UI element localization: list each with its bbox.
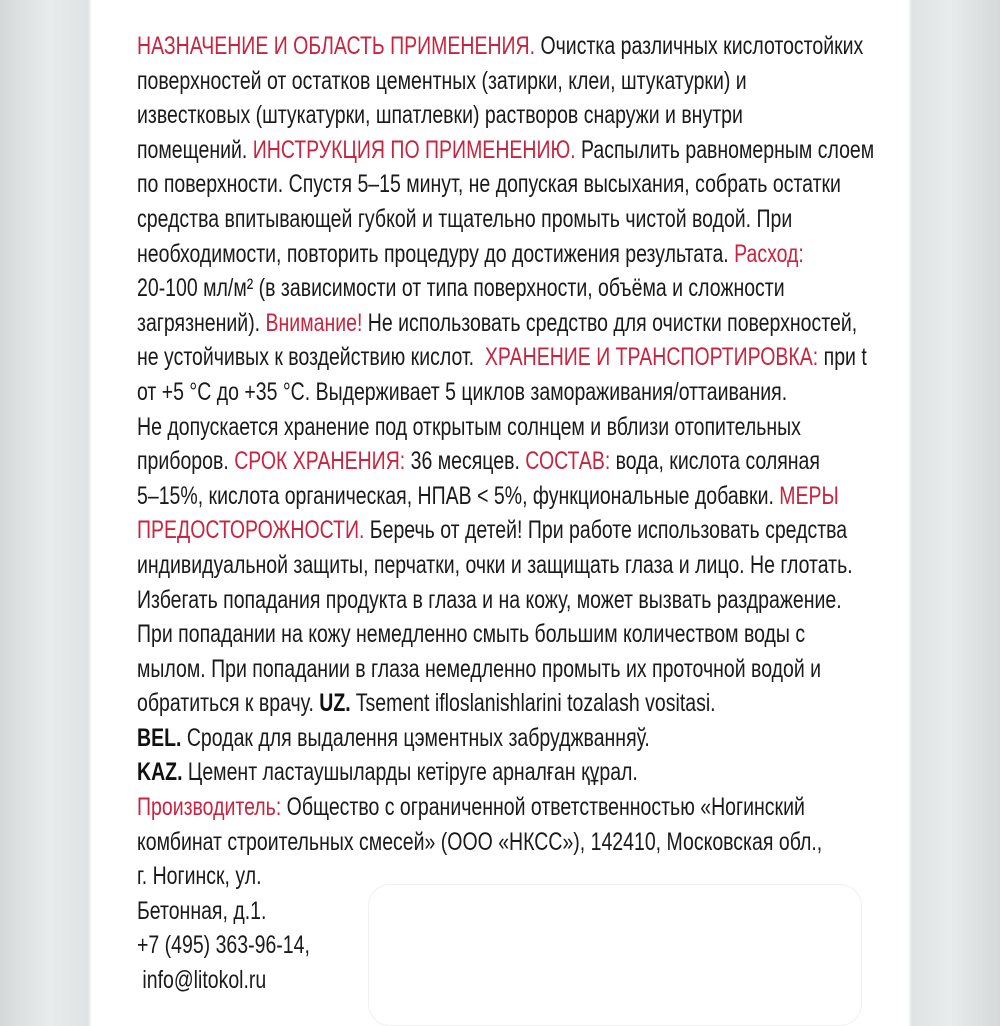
body-text: поверхностей от остатков цементных (затирки, клеи, штукатурки) и — [137, 66, 747, 95]
text-line — [137, 928, 874, 963]
body-text: индивидуальной защиты, перчатки, очки и защищать глаза и лицо. Не глотать. — [137, 550, 853, 579]
body-text: 5–15%, кислота органическая, НПАВ < 5%, функциональные добавки. — [137, 481, 780, 510]
text-line — [137, 721, 874, 756]
body-text: Не использовать средство для очистки поверхностей, — [362, 308, 858, 337]
text-line — [137, 237, 874, 272]
section-heading: НАЗНАЧЕНИЕ И ОБЛАСТЬ ПРИМЕНЕНИЯ. — [137, 32, 536, 60]
body-text: Не допускается хранение под открытым солнцем и вблизи отопительных — [137, 412, 801, 441]
language-code: UZ. — [319, 689, 351, 718]
body-text: Цемент ластаушыларды кетіруге арналған құрал. — [182, 758, 638, 787]
body-text: info@litokol.ru — [137, 966, 267, 995]
body-text: Общество с ограниченной ответственностью «Ногинский — [281, 793, 805, 822]
body-text: 20-100 мл/м² (в зависимости от типа поверхности, объёма и сложности — [137, 274, 785, 303]
text-line — [137, 548, 874, 583]
section-heading: Производитель: — [137, 793, 282, 822]
body-text: вода, кислота соляная — [610, 447, 820, 476]
body-text: обратиться к врачу. — [137, 689, 320, 718]
body-text: При попадании на кожу немедленно смыть большим количеством воды с — [137, 620, 806, 649]
body-text: 36 месяцев. — [405, 447, 526, 476]
section-heading: Внимание! — [265, 308, 363, 337]
text-line — [137, 894, 874, 929]
body-text: Избегать попадания продукта в глаза и на кожу, может вызвать раздражение. — [137, 585, 842, 614]
body-text: помещений. — [137, 135, 253, 164]
text-line — [137, 444, 874, 479]
text-line — [137, 98, 874, 133]
body-text: г. Ногинск, ул. — [137, 862, 262, 891]
text-line — [137, 375, 874, 410]
text-line — [137, 825, 874, 860]
language-code: KAZ. — [137, 758, 183, 787]
text-line — [137, 306, 874, 341]
body-text: известковых (штукатурки, шпатлевки) растворов снаружи и внутри — [137, 101, 743, 130]
body-text: +7 (495) 363-96-14, — [137, 931, 310, 960]
body-text: Очистка различных кислотостойких — [535, 32, 864, 60]
body-text: не устойчивых к воздействию кислот. — [137, 343, 485, 372]
language-code: BEL. — [137, 723, 182, 752]
body-text: комбинат строительных смесей» (ООО «НКСС»), 142410, Московская обл., — [137, 827, 823, 856]
section-heading: СРОК ХРАНЕНИЯ: — [234, 447, 406, 476]
text-line — [137, 513, 874, 548]
body-text: Беречь от детей! При работе использовать средства — [364, 516, 848, 545]
text-line — [137, 790, 874, 825]
body-text: приборов. — [137, 447, 235, 476]
text-line — [137, 410, 874, 445]
section-heading: ИНСТРУКЦИЯ ПО ПРИМЕНЕНИЮ. — [252, 135, 576, 164]
text-line — [137, 583, 874, 618]
text-line — [137, 64, 874, 99]
text-line — [137, 202, 874, 237]
body-text: по поверхности. Спустя 5–15 минут, не допуская высыхания, собрать остатки — [137, 170, 841, 199]
body-text: Бетонная, д.1. — [137, 896, 267, 925]
label-text — [137, 29, 1000, 998]
text-line — [137, 479, 874, 514]
text-line — [137, 340, 874, 375]
body-text: загрязнений). — [137, 308, 266, 337]
body-text: мылом. При попадании в глаза немедленно промыть их проточной водой и — [137, 654, 822, 683]
text-line — [137, 167, 874, 202]
body-text: при t — [818, 343, 867, 372]
body-text: Tsement ifloslanishlarini tozalash vositasi. — [350, 689, 716, 718]
text-line — [137, 859, 874, 894]
body-text: необходимости, повторить процедуру до достижения результата. — [137, 239, 735, 268]
body-text: Сродак для выдалення цэментных забруджванняў. — [181, 723, 650, 752]
text-line — [137, 133, 874, 168]
body-text: от +5 °С до +35 °С. Выдерживает 5 циклов замораживания/оттаивания. — [137, 377, 788, 406]
text-line — [137, 686, 874, 721]
text-line — [137, 29, 874, 64]
section-heading: СОСТАВ: — [525, 447, 611, 476]
text-line — [137, 271, 874, 306]
text-line — [137, 963, 874, 998]
text-line — [137, 617, 874, 652]
text-line — [137, 652, 874, 687]
section-heading: ХРАНЕНИЕ И ТРАНСПОРТИРОВКА: — [484, 343, 819, 372]
body-text: средства впитывающей губкой и тщательно промыть чистой водой. При — [137, 204, 793, 233]
section-heading: МЕРЫ — [779, 481, 839, 510]
section-heading: Расход: — [734, 239, 804, 268]
section-heading: ПРЕДОСТОРОЖНОСТИ. — [137, 516, 365, 545]
body-text: Распылить равномерным слоем — [575, 135, 875, 164]
text-line — [137, 755, 874, 790]
